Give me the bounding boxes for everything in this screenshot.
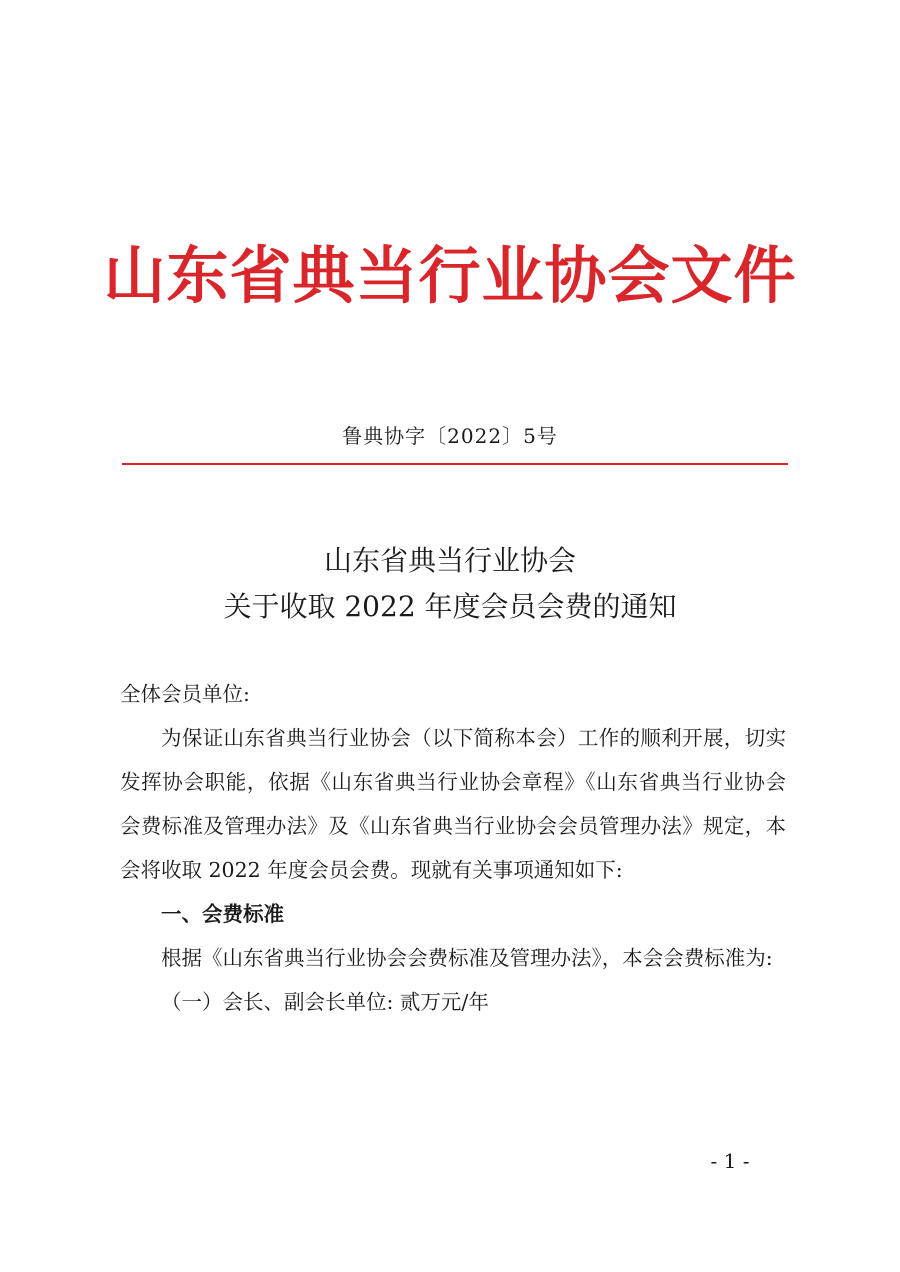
notice-title-line-2: 关于收取 2022 年度会员会费的通知	[223, 590, 677, 623]
notice-body	[120, 672, 786, 1024]
salutation: 全体会员单位:	[120, 682, 250, 706]
red-divider-line	[122, 463, 788, 465]
fee-item-1: （一）会长、副会长单位: 贰万元/年	[161, 990, 489, 1014]
document-number: 鲁典协字〔2022〕5号	[342, 424, 558, 448]
intro-paragraph: 为保证山东省典当行业协会（以下简称本会）工作的顺利开展，切实发挥协会职能，依据《山东省典当行业协会章程》《山东省典当行业协会会费标准及管理办法》及《山东省典当行业协会会员管理办法》规定，本会将收取 2022 年度会员会费。现就有关事项通知如下:	[120, 726, 786, 882]
page-number: - 1 -	[710, 1149, 750, 1173]
masthead-title: 山东省典当行业协会文件	[103, 239, 797, 312]
section-heading-fee-standard: 一、会费标准	[161, 902, 284, 926]
fee-standard-paragraph: 根据《山东省典当行业协会会费标准及管理办法》，本会会费标准为:	[161, 946, 773, 970]
notice-title-line-1: 山东省典当行业协会	[323, 544, 576, 577]
notice-title	[0, 538, 900, 630]
